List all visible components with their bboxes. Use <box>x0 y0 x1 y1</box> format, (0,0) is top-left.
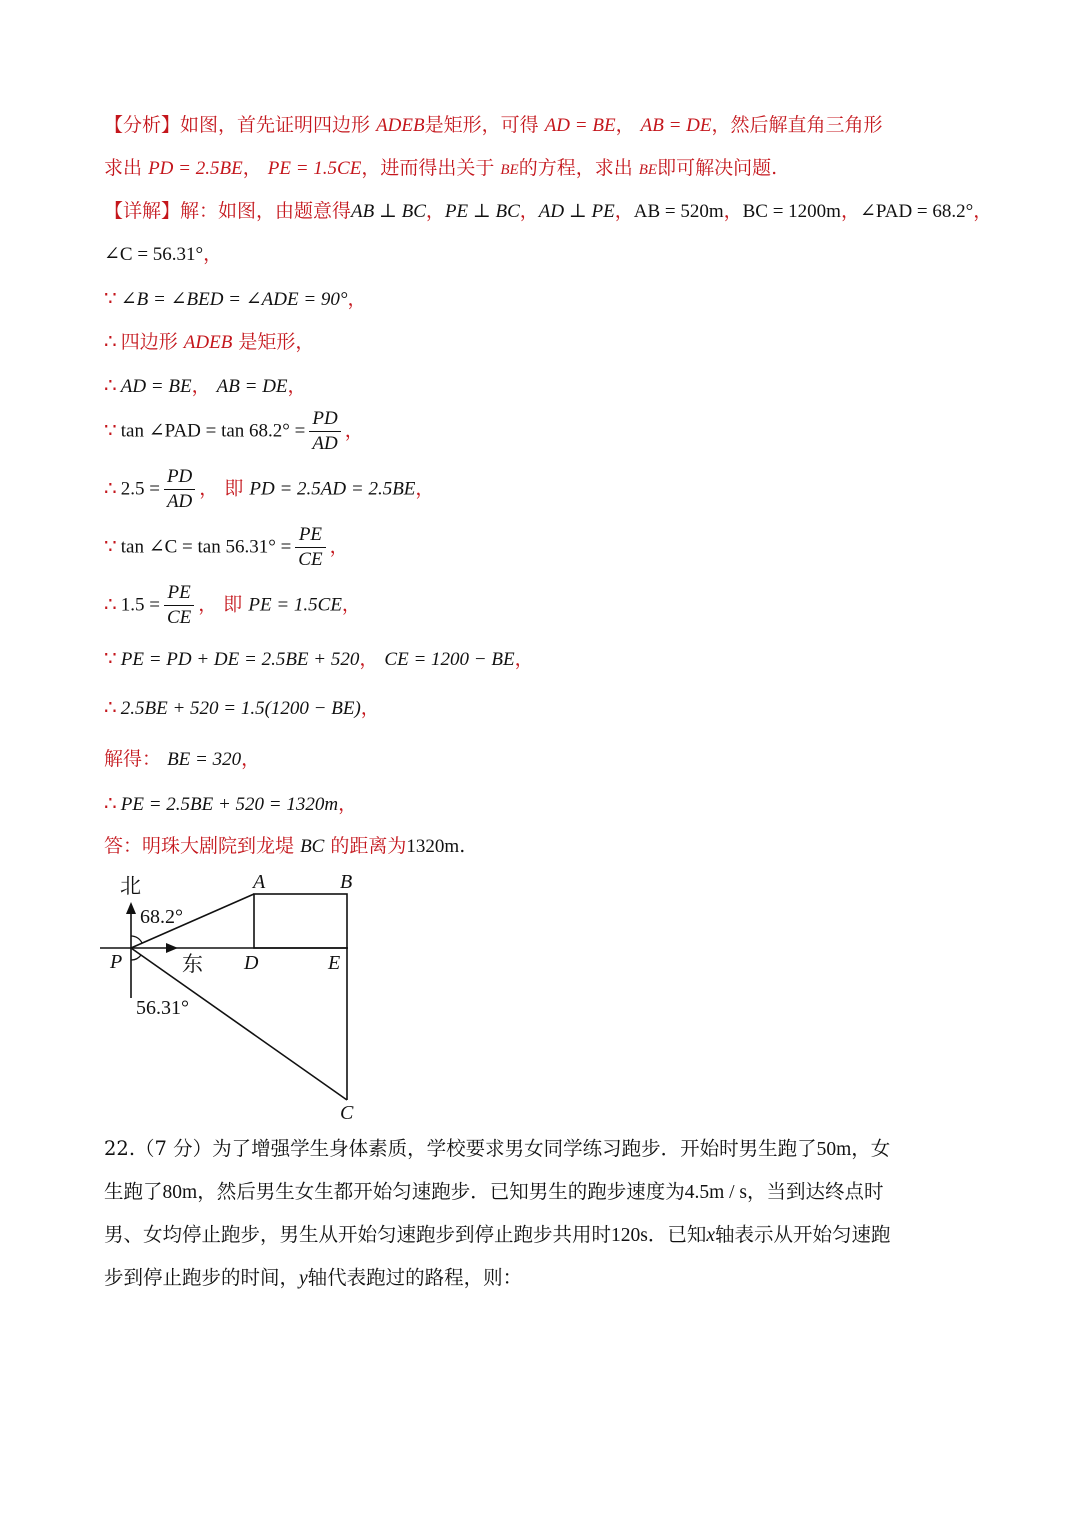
detail-line-2: ∠C = 56.31°， <box>104 243 223 265</box>
analysis-line-1: 【分析】如图，首先证明四边形 ADEB是矩形，可得 AD = BE， AB = DE，然后解直角三角形 <box>104 114 883 136</box>
step-11: ∴ PE = 2.5BE + 520 = 1320m， <box>104 791 358 815</box>
north-arrow-icon <box>126 902 136 914</box>
analysis-line-2: 求出 PD = 2.5BE， PE = 1.5CE，进而得出关于 BE的方程，求出 BE即可解决问题. <box>104 157 778 179</box>
step-8: ∵ PE = PD + DE = 2.5BE + 520， CE = 1200 − BE， <box>104 646 534 670</box>
fraction: $\frac{PD}{AD}$ <box>309 407 340 456</box>
point-D: D <box>244 952 259 974</box>
step-4: ∵ tan ∠PAD = tan 68.2° = $\frac{PD}{AD}$ ， <box>104 408 364 454</box>
segment-PC <box>131 948 347 1100</box>
question-line-1: 22.（7 分）为了增强学生身体素质，学校要求男女同学练习跑步．开始时男生跑了50m，女 <box>104 1137 891 1160</box>
step-10: 解得： BE = 320， <box>104 748 261 770</box>
point-A: A <box>253 871 266 893</box>
point-C: C <box>340 1102 354 1124</box>
rectangle-ADEB <box>254 894 347 948</box>
point-P: P <box>110 951 123 973</box>
analysis-tag: 【分析】 <box>104 114 181 136</box>
geometry-figure <box>100 868 370 1126</box>
step-3: ∴ AD = BE， AB = DE， <box>104 373 307 397</box>
angle-label-68: 68.2° <box>140 906 183 928</box>
fraction: $\frac{PD}{AD}$ <box>164 465 195 514</box>
point-B: B <box>340 871 353 893</box>
detail-line-1: 【详解】解：如图，由题意得AB ⊥ BC，PE ⊥ BC，AD ⊥ PE，AB = 520m，BC = 1200m，∠PAD = 68.2°， <box>104 200 993 222</box>
step-9: ∴ 2.5BE + 520 = 1.5(1200 − BE)， <box>104 695 380 719</box>
fraction: $\frac{PE}{CE}$ <box>164 581 194 630</box>
question-line-2: 生跑了80m，然后男生女生都开始匀速跑步．已知男生的跑步速度为4.5m / s，当到达终点时 <box>104 1180 884 1203</box>
step-5: ∴ 2.5 = $\frac{PD}{AD}$ ， 即 PD = 2.5AD = 2.5BE， <box>104 466 435 512</box>
fraction: $\frac{PE}{CE}$ <box>295 523 325 572</box>
question-line-3: 男、女均停止跑步，男生从开始匀速跑步到停止跑步共用时120s．已知x轴表示从开始匀速跑 <box>104 1223 891 1246</box>
answer-line: 答：明珠大剧院到龙堤 BC 的距离为1320m. <box>104 835 466 857</box>
step-6: ∵ tan ∠C = tan 56.31° = $\frac{PE}{CE}$ ， <box>104 524 349 570</box>
step-1: ∵ ∠B = ∠BED = ∠ADE = 90°， <box>104 286 367 310</box>
east-label: 东 <box>182 952 203 976</box>
angle-arc-north <box>131 936 142 943</box>
detail-tag: 【详解】 <box>104 200 181 222</box>
east-arrow-icon <box>166 943 178 953</box>
angle-arc-south <box>131 955 141 960</box>
step-7: ∴ 1.5 = $\frac{PE}{CE}$ ， 即 PE = 1.5CE， <box>104 582 361 628</box>
angle-label-56: 56.31° <box>136 997 189 1019</box>
point-E: E <box>328 952 341 974</box>
step-2: ∴ 四边形 ADEB 是矩形， <box>104 329 315 353</box>
north-label: 北 <box>120 874 141 898</box>
question-line-4: 步到停止跑步的时间，y轴代表跑过的路程，则： <box>104 1266 523 1289</box>
